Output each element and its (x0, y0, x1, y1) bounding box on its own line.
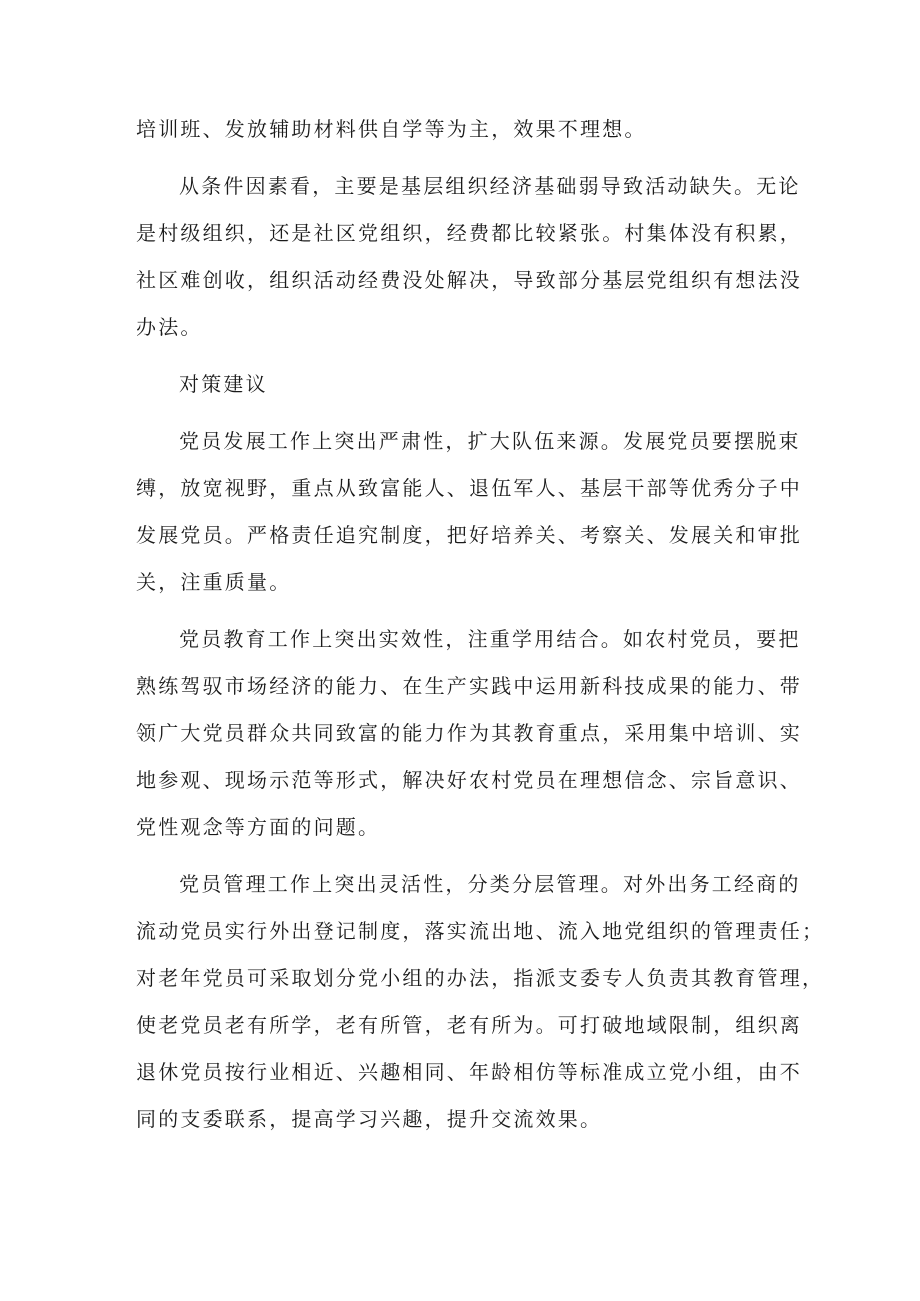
section-heading-text: 对策建议 (179, 372, 268, 396)
paragraph-training-effect (136, 106, 790, 153)
paragraph-member-management (136, 861, 825, 1143)
document-body (136, 106, 825, 1153)
section-heading (136, 361, 790, 408)
text-line: 从条件因素看，主要是基层组织经济基础弱导致活动缺失。无论 (179, 174, 801, 198)
text-line: 培训班、发放辅助材料供自学等为主，效果不理想。 (136, 117, 647, 141)
text-line: 发展党员。严格责任追究制度，把好培养关、考察关、发展关和审批 (136, 523, 802, 547)
text-line: 地参观、现场示范等形式，解决好农村党员在理想信念、宗旨意识、 (136, 768, 802, 792)
text-line: 社区难创收，组织活动经费没处解决，导致部分基层党组织有想法没 (136, 268, 802, 292)
text-line: 缚，放宽视野，重点从致富能人、退伍军人、基层干部等优秀分子中 (136, 476, 802, 500)
text-line: 党性观念等方面的问题。 (136, 815, 381, 839)
text-line: 流动党员实行外出登记制度，落实流出地、流入地党组织的管理责任； (136, 919, 825, 943)
text-line: 对老年党员可采取划分党小组的办法，指派支委专人负责其教育管理， (136, 966, 825, 990)
text-line: 关，注重质量。 (136, 570, 292, 594)
paragraph-member-education (136, 616, 802, 851)
text-line: 党员教育工作上突出实效性，注重学用结合。如农村党员，要把 (179, 627, 801, 651)
text-line: 退休党员按行业相近、兴趣相同、年龄相仿等标准成立党小组，由不 (136, 1060, 802, 1084)
text-line: 办法。 (136, 315, 203, 339)
text-line: 是村级组织，还是社区党组织，经费都比较紧张。村集体没有积累， (136, 221, 802, 245)
paragraph-member-development (136, 418, 802, 606)
text-line: 同的支委联系，提高学习兴趣，提升交流效果。 (136, 1107, 603, 1131)
paragraph-condition-factors (136, 163, 802, 351)
text-line: 党员管理工作上突出灵活性，分类分层管理。对外出务工经商的 (179, 872, 801, 896)
text-line: 熟练驾驭市场经济的能力、在生产实践中运用新科技成果的能力、带 (136, 674, 802, 698)
text-line: 党员发展工作上突出严肃性，扩大队伍来源。发展党员要摆脱束 (179, 429, 801, 453)
text-line: 使老党员老有所学，老有所管，老有所为。可打破地域限制，组织离 (136, 1013, 802, 1037)
text-line: 领广大党员群众共同致富的能力作为其教育重点，采用集中培训、实 (136, 721, 802, 745)
